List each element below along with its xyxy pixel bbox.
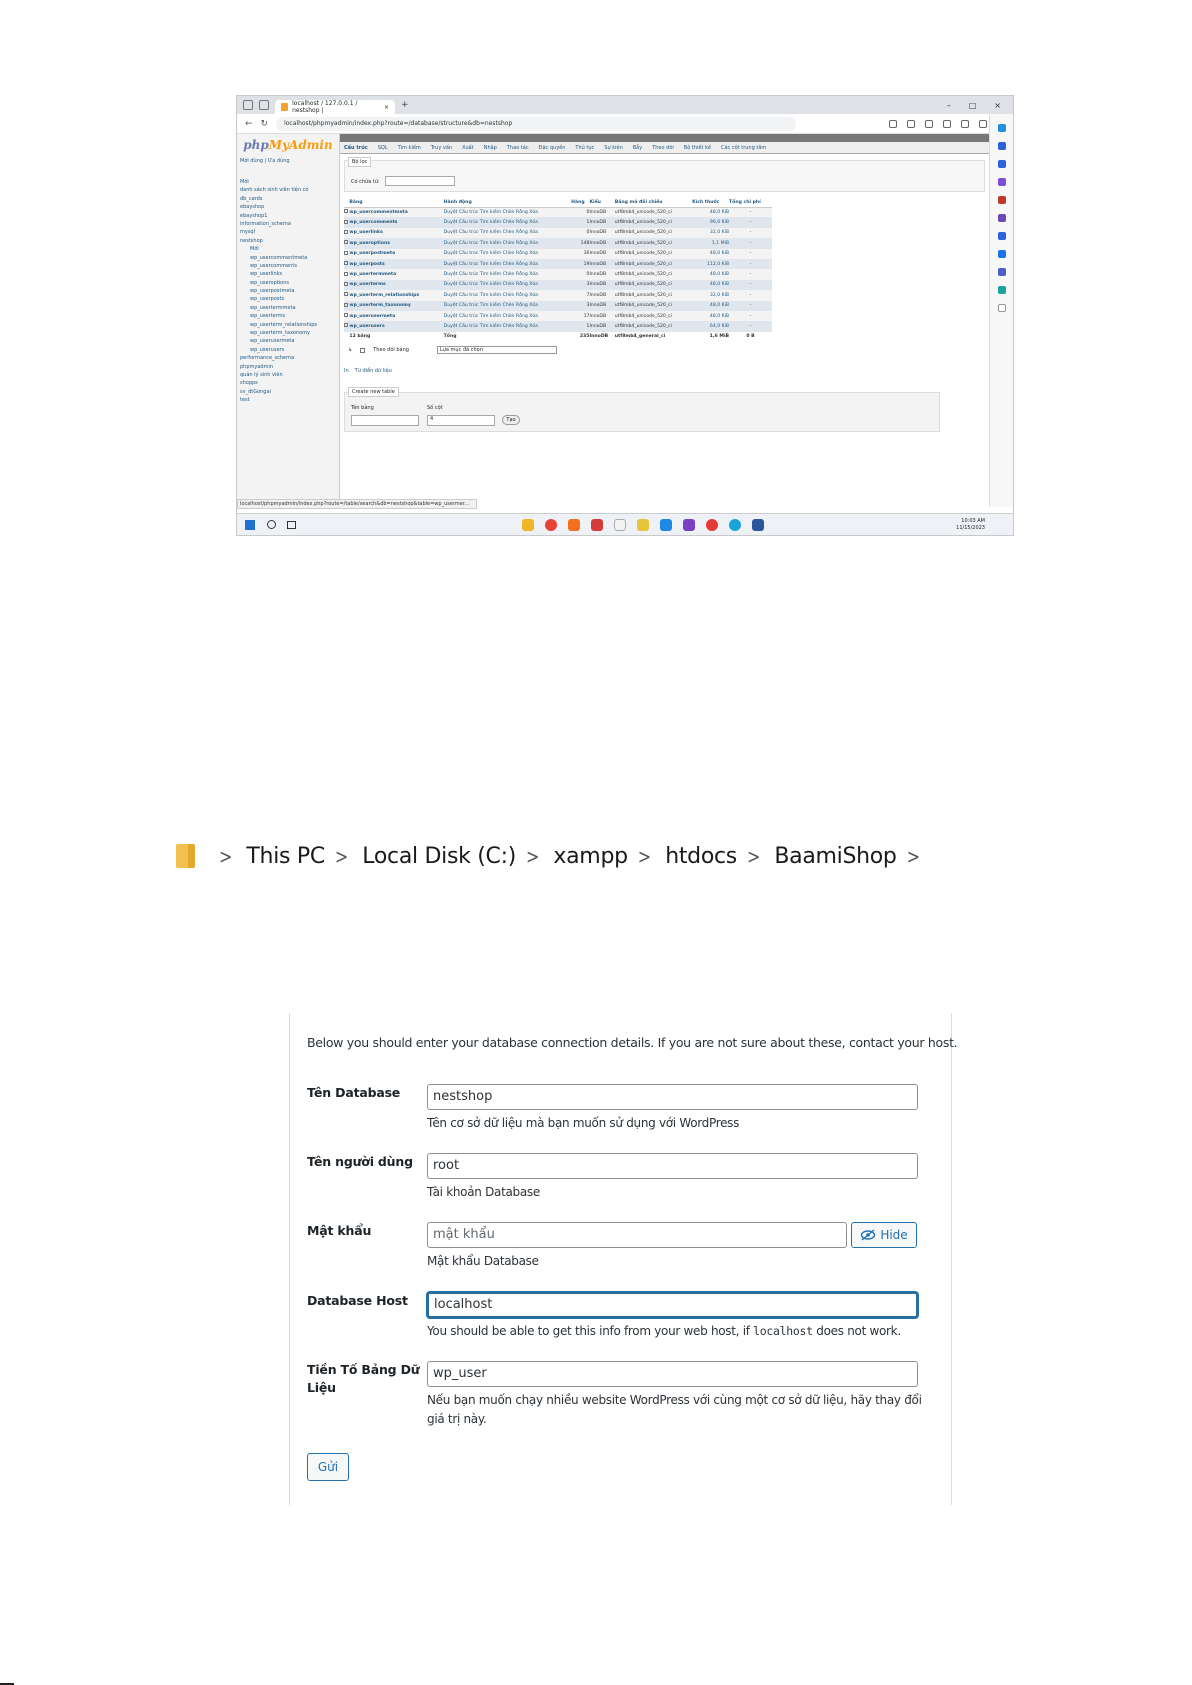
row-collation: utf8mb4_unicode_520_ci	[615, 259, 692, 269]
folder-icon	[176, 844, 195, 868]
pma-tab[interactable]: Tìm kiếm	[397, 144, 421, 151]
columns-input[interactable]: 4	[427, 415, 495, 426]
db-tree-item[interactable]: ebayshop1	[240, 212, 268, 219]
host-input[interactable]: localhost	[427, 1292, 918, 1318]
new-tab-icon[interactable]: +	[401, 100, 409, 110]
prefix-label-line2: Liệu	[307, 1380, 336, 1395]
prefix-help-line2: giá trị này.	[427, 1412, 487, 1426]
password-help: Mật khẩu Database	[427, 1254, 539, 1268]
windows-start-icon[interactable]	[245, 520, 255, 530]
db-tree-item[interactable]: information_schema	[240, 220, 291, 227]
row-size[interactable]: 112,0 KiB	[692, 259, 729, 269]
row-size[interactable]: 48,0 KiB	[692, 311, 729, 321]
wordpress-db-setup-form	[289, 1013, 958, 1505]
chevron-right-icon[interactable]: >	[526, 843, 540, 869]
chevron-right-icon[interactable]: >	[637, 843, 652, 869]
row-engine: InnoDB	[589, 259, 614, 269]
summary-cell: 0 B	[729, 332, 772, 342]
app-icon-9[interactable]	[706, 519, 718, 531]
browser-status-url: localhost/phpmyadmin/index.php?route=/table/search&db=nestshop&table=wp_usermer...	[237, 499, 477, 509]
db-tree-item[interactable]: wp_userpostmeta	[250, 288, 295, 295]
db-tree-item[interactable]: db_cards	[240, 195, 263, 202]
phpmyadmin-window	[237, 134, 989, 507]
db-tree-item[interactable]: quản lý sinh viên	[240, 371, 283, 378]
create-table-button[interactable]: Tạo	[502, 415, 520, 425]
chevron-right-icon[interactable]: >	[219, 843, 233, 869]
columns-label: Số cột	[427, 405, 443, 411]
tools-icon[interactable]	[998, 196, 1006, 204]
reload-icon[interactable]: ↻	[260, 118, 269, 129]
table-name-link[interactable]: wp_userterm_relationships	[349, 290, 443, 300]
back-icon[interactable]: ←	[245, 118, 253, 129]
table-row	[344, 290, 772, 300]
chevron-right-icon[interactable]: >	[906, 843, 920, 869]
row-overhead: -	[729, 290, 772, 300]
summary-row	[344, 332, 772, 342]
word-icon[interactable]	[752, 519, 764, 531]
add-icon[interactable]	[998, 304, 1006, 312]
db-tree-item[interactable]: wp_userterm_taxonomy	[250, 330, 310, 337]
row-overhead: -	[729, 321, 772, 331]
row-size[interactable]: 48,0 KiB	[692, 280, 729, 290]
table-name-link[interactable]: wp_userterms	[349, 280, 443, 290]
row-overhead: -	[729, 238, 772, 248]
host-help-text: You should be able to get this info from your web host, if	[427, 1324, 754, 1338]
breadcrumb-baamishop[interactable]: BaamiShop	[774, 843, 897, 869]
app-icon-4[interactable]	[591, 519, 603, 531]
pma-recent-favorites: Mới dùng | Ưa dùng	[240, 158, 290, 164]
browser-tab-bar	[237, 96, 1013, 114]
table-name-link[interactable]: wp_userposts	[349, 259, 443, 269]
column-header[interactable]: Tổng chi phí	[729, 198, 772, 207]
pma-tab[interactable]: Xuất	[462, 144, 474, 151]
read-aloud-icon[interactable]	[889, 120, 897, 128]
tag-icon[interactable]	[998, 178, 1006, 186]
row-size[interactable]: 96,0 KiB	[692, 217, 729, 227]
db-tree-item[interactable]: wp_useroptions	[250, 279, 289, 286]
table-name-link[interactable]: wp_usertermmeta	[349, 269, 443, 279]
table-name-link[interactable]: wp_userlinks	[349, 228, 443, 238]
column-header[interactable]: Hành động	[444, 198, 572, 207]
column-header[interactable]: Kiểu	[589, 198, 614, 207]
password-input[interactable]: mật khẩu	[427, 1222, 847, 1248]
breadcrumb-this-pc[interactable]: This PC	[246, 843, 325, 869]
row-size[interactable]: 48,0 KiB	[692, 269, 729, 279]
row-count: 3	[571, 280, 589, 290]
host-help-tail: does not work.	[812, 1324, 901, 1338]
table-name-link[interactable]: wp_usercommentmeta	[349, 207, 443, 217]
pma-tab[interactable]: Truy vấn	[430, 144, 453, 151]
table-row	[344, 259, 772, 269]
workspace-icon[interactable]	[243, 100, 253, 110]
row-engine: InnoDB	[589, 301, 614, 311]
row-actions[interactable]: Duyệt Cấu trúc Tìm kiếm Chèn Rỗng Xóa	[444, 290, 572, 300]
row-collation: utf8mb4_unicode_520_ci	[615, 301, 692, 311]
file-explorer-icon[interactable]	[522, 519, 534, 531]
host-help	[427, 1321, 901, 1341]
designer-icon[interactable]	[998, 268, 1006, 276]
pma-tab[interactable]: Thủ tục	[575, 144, 595, 151]
row-overhead: -	[729, 269, 772, 279]
column-header[interactable]: Kích thước	[692, 198, 729, 207]
zoom-icon[interactable]	[907, 120, 915, 128]
row-overhead: -	[729, 249, 772, 259]
row-overhead: -	[729, 217, 772, 227]
check-all-checkbox[interactable]	[360, 348, 365, 353]
profile-icon[interactable]	[979, 120, 987, 128]
row-size[interactable]: 1,1 MiB	[692, 238, 729, 248]
pma-tab[interactable]: Bẫy	[632, 144, 643, 151]
row-collation: utf8mb4_unicode_520_ci	[615, 217, 692, 227]
row-engine: InnoDB	[589, 311, 614, 321]
clock-date: 11/15/2023	[956, 525, 985, 531]
summary-cell: 12 bảng	[349, 332, 443, 342]
database-tree	[240, 178, 336, 405]
pma-main	[340, 134, 989, 507]
row-collation: utf8mb4_unicode_520_ci	[615, 311, 692, 321]
column-header[interactable]: Hàng	[571, 198, 589, 207]
summary-cell: Tổng	[444, 332, 572, 342]
row-actions[interactable]: Duyệt Cấu trúc Tìm kiếm Chèn Rỗng Xóa	[444, 259, 572, 269]
data-dictionary-link[interactable]: Từ điển dữ liệu	[354, 368, 392, 375]
row-collation: utf8mb4_unicode_520_ci	[615, 269, 692, 279]
check-all-label: Theo dõi bảng	[373, 347, 409, 354]
row-count: 3	[571, 301, 589, 311]
row-collation: utf8mb4_unicode_520_ci	[615, 290, 692, 300]
row-count: 0	[571, 228, 589, 238]
edge-sidebar	[989, 114, 1013, 507]
recent-link[interactable]: Mới dùng	[240, 158, 264, 164]
taskbar-search-icon[interactable]	[267, 520, 276, 529]
tables-list-header	[344, 198, 772, 207]
db-tree-item[interactable]: Mới	[250, 246, 259, 253]
row-count: 1	[571, 217, 589, 227]
row-overhead: -	[729, 311, 772, 321]
breadcrumb-htdocs[interactable]: htdocs	[665, 843, 737, 869]
pma-tab[interactable]: Thao tác	[506, 144, 529, 151]
db-tree-item[interactable]: mysql	[240, 229, 255, 236]
create-table-box	[344, 389, 940, 432]
row-count: 17	[571, 311, 589, 321]
row-overhead: -	[729, 259, 772, 269]
shopping-icon[interactable]	[998, 286, 1006, 294]
row-actions[interactable]: Duyệt Cấu trúc Tìm kiếm Chèn Rỗng Xóa	[444, 228, 572, 238]
row-engine: InnoDB	[589, 249, 614, 259]
filter-title: Bộ lọc	[348, 157, 371, 167]
pma-sidebar	[237, 134, 340, 507]
table-name-link[interactable]: wp_userpostmeta	[349, 249, 443, 259]
table-row	[344, 280, 772, 290]
row-count: 36	[571, 249, 589, 259]
db-tree-item[interactable]: danh sách sinh viên tiện có	[240, 187, 309, 194]
row-overhead: -	[729, 301, 772, 311]
pma-logo[interactable]	[240, 138, 336, 152]
table-row	[344, 269, 772, 279]
app-icon-5[interactable]	[614, 519, 626, 531]
edge-icon[interactable]	[729, 519, 741, 531]
row-collation: utf8mb4_unicode_520_ci	[615, 280, 692, 290]
row-engine: InnoDB	[589, 228, 614, 238]
dbname-input[interactable]: nestshop	[427, 1084, 918, 1110]
vscode-icon[interactable]	[660, 519, 672, 531]
form-intro: Below you should enter your database connection details. If you are not sure about these, contact your host.	[307, 1035, 958, 1050]
dbname-label: Tên Database	[307, 1085, 401, 1100]
pma-tab[interactable]: Nhập	[483, 144, 497, 151]
row-collation: utf8mb4_unicode_520_ci	[615, 238, 692, 248]
row-collation: utf8mb4_unicode_520_ci	[615, 207, 692, 217]
pma-tab[interactable]: Các cột trung tâm	[720, 144, 767, 151]
table-row	[344, 228, 772, 238]
username-input[interactable]: root	[427, 1153, 918, 1179]
row-engine: InnoDB	[589, 280, 614, 290]
table-row	[344, 238, 772, 248]
username-help: Tài khoản Database	[427, 1185, 540, 1199]
db-tree-item[interactable]: wp_userterms	[250, 313, 286, 320]
row-count: 19	[571, 259, 589, 269]
outlook-icon[interactable]	[998, 250, 1006, 258]
logo-php: php	[243, 138, 269, 152]
column-header[interactable]: Bảng	[349, 198, 443, 207]
breadcrumb-xampp[interactable]: xampp	[553, 843, 628, 869]
taskbar-apps	[522, 519, 764, 531]
db-tree-item[interactable]: wp_usercomments	[250, 262, 297, 269]
filter-label: Có chứa từ:	[351, 179, 380, 185]
row-collation: utf8mb4_unicode_520_ci	[615, 249, 692, 259]
row-actions[interactable]: Duyệt Cấu trúc Tìm kiếm Chèn Rỗng Xóa	[444, 311, 572, 321]
app-icon-6[interactable]	[637, 519, 649, 531]
minimize-icon[interactable]: –	[946, 100, 951, 110]
row-size[interactable]: 64,0 KiB	[692, 321, 729, 331]
row-overhead: -	[729, 207, 772, 217]
table-name-link[interactable]: wp_useroptions	[349, 238, 443, 248]
maximize-icon[interactable]: □	[968, 100, 977, 110]
row-count: 0	[571, 207, 589, 217]
close-icon[interactable]: ×	[383, 103, 389, 111]
db-tree-item[interactable]: test	[240, 397, 250, 404]
db-tree-item[interactable]: ebayshop	[240, 204, 265, 211]
row-size[interactable]: 48,0 KiB	[692, 301, 729, 311]
taskbar-clock[interactable]	[956, 518, 985, 532]
print-links	[344, 368, 985, 374]
row-overhead: -	[729, 280, 772, 290]
row-count: 1	[571, 321, 589, 331]
pma-tab[interactable]: Bộ thiết kế	[683, 144, 711, 151]
prefix-input[interactable]: wp_user	[427, 1361, 918, 1387]
db-tree-item[interactable]: wp_userposts	[250, 296, 285, 303]
table-row	[344, 301, 772, 311]
print-link[interactable]: In	[344, 368, 349, 375]
table-name-input[interactable]	[351, 415, 419, 426]
row-count: 7	[571, 290, 589, 300]
db-tree-item[interactable]: wp_usercommentmeta	[250, 254, 308, 261]
row-engine: InnoDB	[589, 269, 614, 279]
row-actions[interactable]: Duyệt Cấu trúc Tìm kiếm Chèn Rỗng Xóa	[444, 269, 572, 279]
window-controls	[947, 101, 1013, 110]
logo-myadmin: MyAdmin	[268, 138, 333, 152]
row-size[interactable]: 32,0 KiB	[692, 290, 729, 300]
bulk-actions	[348, 346, 981, 354]
url-field[interactable]: localhost/phpmyadmin/index.php?route=/database/structure&db=nestshop	[276, 117, 796, 131]
pma-tabs	[340, 142, 989, 154]
task-view-icon[interactable]	[287, 521, 296, 529]
table-name-label: Tên bảng	[351, 405, 374, 411]
row-count: 0	[571, 269, 589, 279]
bell-icon[interactable]	[998, 142, 1006, 150]
phpmyadmin-favicon-icon	[281, 103, 288, 111]
row-collation: utf8mb4_unicode_520_ci	[615, 321, 692, 331]
row-engine: InnoDB	[589, 207, 614, 217]
submit-button[interactable]: Gửi	[307, 1453, 349, 1481]
collections-icon[interactable]	[961, 120, 969, 128]
hide-password-button[interactable]	[851, 1222, 917, 1248]
hide-label: Hide	[880, 1228, 908, 1242]
eye-slash-icon	[860, 1229, 876, 1241]
row-actions[interactable]: Duyệt Cấu trúc Tìm kiếm Chèn Rỗng Xóa	[444, 301, 572, 311]
chevron-right-icon[interactable]: >	[746, 843, 761, 869]
visual-studio-icon[interactable]	[683, 519, 695, 531]
username-label: Tên người dùng	[307, 1154, 413, 1169]
table-name-link[interactable]: wp_userterm_taxonomy	[349, 301, 443, 311]
host-help-code: localhost	[753, 1324, 813, 1338]
browser-toolbar	[889, 120, 1005, 128]
row-engine: InnoDB	[589, 238, 614, 248]
db-tree-item[interactable]: wp_userusermeta	[250, 338, 295, 345]
row-engine: InnoDB	[589, 290, 614, 300]
pma-tab[interactable]: Cấu trúc	[344, 144, 368, 151]
db-tree-item[interactable]: phpmyadmin	[240, 363, 274, 370]
table-name-link[interactable]: wp_userusermeta	[349, 311, 443, 321]
row-collation: utf8mb4_unicode_520_ci	[615, 228, 692, 238]
db-tree-item[interactable]: wp_userterm_relationships	[250, 321, 318, 328]
db-tree-item[interactable]: nestshop	[240, 237, 263, 244]
row-count: 148	[571, 238, 589, 248]
games-icon[interactable]	[998, 214, 1006, 222]
db-tree-item[interactable]: Mới	[240, 179, 249, 185]
search-icon[interactable]	[998, 160, 1006, 168]
split-screen-icon[interactable]	[943, 120, 951, 128]
prefix-label	[307, 1361, 419, 1397]
row-size[interactable]: 32,0 KiB	[692, 228, 729, 238]
windows-taskbar	[237, 513, 1013, 535]
column-header[interactable]: Bảng mã đối chiếu	[615, 198, 692, 207]
filter-box	[344, 160, 985, 192]
chrome-icon[interactable]	[545, 519, 557, 531]
summary-cell: 235	[571, 332, 589, 342]
dbname-help: Tên cơ sở dữ liệu mà bạn muốn sử dụng với WordPress	[427, 1116, 740, 1130]
summary-cell: 1,6 MiB	[692, 332, 729, 342]
table-name-link[interactable]: wp_userusers	[349, 321, 443, 331]
office-icon[interactable]	[998, 232, 1006, 240]
clock-time: 10:03 AM	[961, 518, 985, 524]
table-row	[344, 249, 772, 259]
table-row	[344, 217, 772, 227]
filter-input[interactable]	[385, 176, 455, 186]
explorer-breadcrumb	[176, 838, 934, 874]
favorite-icon[interactable]	[925, 120, 933, 128]
table-row	[344, 311, 772, 321]
row-size[interactable]: 48,0 KiB	[692, 249, 729, 259]
table-name-link[interactable]: wp_usercomments	[349, 217, 443, 227]
db-tree-item[interactable]: wp_userlinks	[250, 271, 283, 278]
password-label: Mật khẩu	[307, 1223, 372, 1238]
with-selected-select[interactable]: Lựa mục đã chọn	[437, 346, 557, 354]
chevron-right-icon[interactable]: >	[334, 843, 349, 869]
db-tree-item[interactable]: wp_usertermmeta	[250, 304, 296, 311]
row-actions[interactable]: Duyệt Cấu trúc Tìm kiếm Chèn Rỗng Xóa	[444, 238, 572, 248]
favorites-link[interactable]: Ưa dùng	[267, 158, 290, 164]
pma-tab[interactable]: Sự kiện	[604, 144, 623, 151]
check-all-arrow-icon: ↳	[348, 347, 353, 354]
copilot-icon[interactable]	[998, 124, 1006, 132]
breadcrumb-local-disk[interactable]: Local Disk (C:)	[362, 843, 516, 869]
pma-tab[interactable]: Theo dõi	[652, 144, 674, 151]
db-tree-item[interactable]: wp_userusers	[250, 346, 285, 353]
tab-actions-icon[interactable]	[259, 100, 269, 110]
row-engine: InnoDB	[589, 321, 614, 331]
summary-cell: InnoDB	[589, 332, 614, 342]
row-actions[interactable]: Duyệt Cấu trúc Tìm kiếm Chèn Rỗng Xóa	[444, 217, 572, 227]
prefix-label-line1: Tiền Tố Bảng Dữ	[307, 1362, 420, 1377]
row-actions[interactable]: Duyệt Cấu trúc Tìm kiếm Chèn Rỗng Xóa	[444, 321, 572, 331]
summary-cell: utf8mb4_general_ci	[615, 332, 692, 342]
tab-title: localhost / 127.0.0.1 / nestshop |	[292, 100, 358, 114]
row-actions[interactable]: Duyệt Cấu trúc Tìm kiếm Chèn Rỗng Xóa	[444, 249, 572, 259]
address-bar	[237, 114, 1013, 134]
db-tree-item[interactable]: sv_dtGongai	[240, 388, 271, 395]
row-size[interactable]: 48,0 KiB	[692, 207, 729, 217]
pma-breadcrumb-bar	[340, 134, 989, 142]
create-table-title: Create new table	[348, 387, 399, 397]
host-label: Database Host	[307, 1293, 408, 1308]
row-engine: InnoDB	[589, 217, 614, 227]
row-actions[interactable]: Duyệt Cấu trúc Tìm kiếm Chèn Rỗng Xóa	[444, 280, 572, 290]
pma-tab[interactable]: SQL	[377, 144, 388, 151]
row-actions[interactable]: Duyệt Cấu trúc Tìm kiếm Chèn Rỗng Xóa	[444, 207, 572, 217]
phpmyadmin-browser-screenshot	[236, 95, 1014, 536]
tables-list	[344, 198, 772, 342]
prefix-help-line1: Nếu bạn muốn chạy nhiều website WordPress với cùng một cơ sở dữ liệu, hãy thay đổi	[427, 1393, 922, 1407]
pma-tab[interactable]: Đặc quyền	[538, 144, 566, 151]
table-row	[344, 321, 772, 331]
row-overhead: -	[729, 228, 772, 238]
xampp-icon[interactable]	[568, 519, 580, 531]
browser-tab[interactable]	[275, 100, 395, 114]
db-tree-item[interactable]: performance_schema	[240, 355, 295, 362]
table-row	[344, 207, 772, 217]
db-tree-item[interactable]: shopps	[240, 380, 258, 387]
window-close-icon[interactable]: ×	[994, 100, 1001, 110]
